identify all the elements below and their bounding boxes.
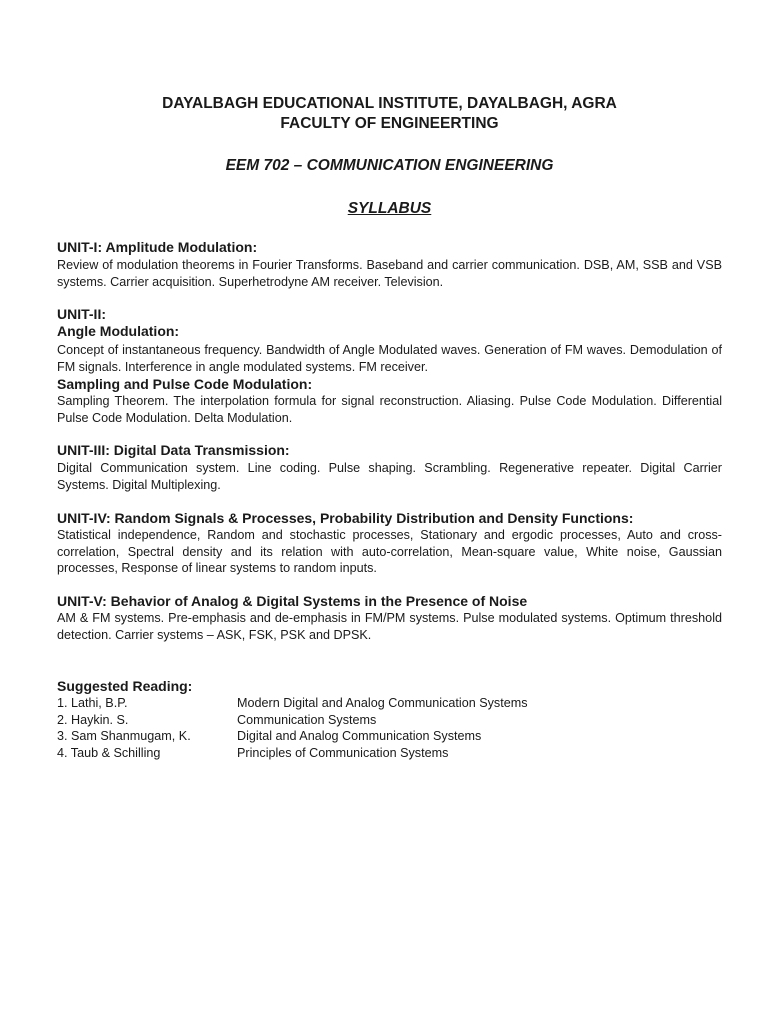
faculty-title: FACULTY OF ENGINEERTING	[280, 115, 499, 132]
reading-author: 4. Taub & Schilling	[57, 745, 161, 760]
reading-heading: Suggested Reading:	[57, 678, 193, 694]
unit2-sampling-text: Sampling Theorem. The interpolation formula for signal reconstruction. Aliasing. Pulse Code Modulation. Differential Pulse Code Modulation. Delta Modulation.	[57, 394, 722, 425]
unit4-text: Statistical independence, Random and stochastic processes, Stationary and ergodic processes, Auto and cross-correlation, Spectral density and its relation with auto-correlation, Mean-square value, White noise, Gaussian processes, Response of linear systems to random inputs.	[57, 528, 722, 575]
unit2-sampling-heading: Sampling and Pulse Code Modulation:	[57, 376, 313, 392]
reading-item	[57, 695, 722, 712]
unit3-text: Digital Communication system. Line coding. Pulse shaping. Scrambling. Regenerative repeater. Digital Carrier Systems. Digital Multiplexing.	[57, 461, 722, 492]
reading-author: 2. Haykin. S.	[57, 712, 129, 727]
unit3-heading: UNIT-III: Digital Data Transmission:	[57, 442, 290, 458]
unit5-text: AM & FM systems. Pre-emphasis and de-emphasis in FM/PM systems. Pulse modulated systems. Optimum threshold detection. Carrier systems – ASK, FSK, PSK and DPSK.	[57, 611, 722, 642]
unit2-angle-text: Concept of instantaneous frequency. Bandwidth of Angle Modulated waves. Generation of FM waves. Demodulation of FM signals. Interference in angle modulated systems. FM receiver.	[57, 343, 722, 374]
reading-title: Digital and Analog Communication Systems	[237, 729, 482, 743]
institute-title: DAYALBAGH EDUCATIONAL INSTITUTE, DAYALBAGH, AGRA	[162, 95, 617, 112]
unit1-text: Review of modulation theorems in Fourier Transforms. Baseband and carrier communication. DSB, AM, SSB and VSB systems. Carrier acquisition. Superhetrodyne AM receiver. Television.	[57, 258, 722, 289]
unit5-heading: UNIT-V: Behavior of Analog & Digital Systems in the Presence of Noise	[57, 593, 528, 609]
reading-author: 3. Sam Shanmugam, K.	[57, 729, 191, 743]
reading-list	[57, 695, 722, 761]
unit2-heading: UNIT-II:	[57, 306, 106, 322]
reading-title: Modern Digital and Analog Communication Systems	[237, 696, 528, 710]
reading-item	[57, 728, 722, 745]
syllabus-title: SYLLABUS	[347, 200, 432, 217]
unit4-heading: UNIT-IV: Random Signals & Processes, Probability Distribution and Density Functions:	[57, 510, 634, 526]
reading-item	[57, 712, 722, 729]
reading-title: Communication Systems	[237, 712, 377, 727]
unit1-heading: UNIT-I: Amplitude Modulation:	[57, 239, 258, 255]
reading-title: Principles of Communication Systems	[237, 745, 449, 760]
course-title: EEM 702 – COMMUNICATION ENGINEERING	[225, 157, 554, 174]
reading-author: 1. Lathi, B.P.	[57, 696, 128, 710]
unit2-angle-heading: Angle Modulation:	[57, 323, 180, 339]
reading-item	[57, 745, 722, 762]
